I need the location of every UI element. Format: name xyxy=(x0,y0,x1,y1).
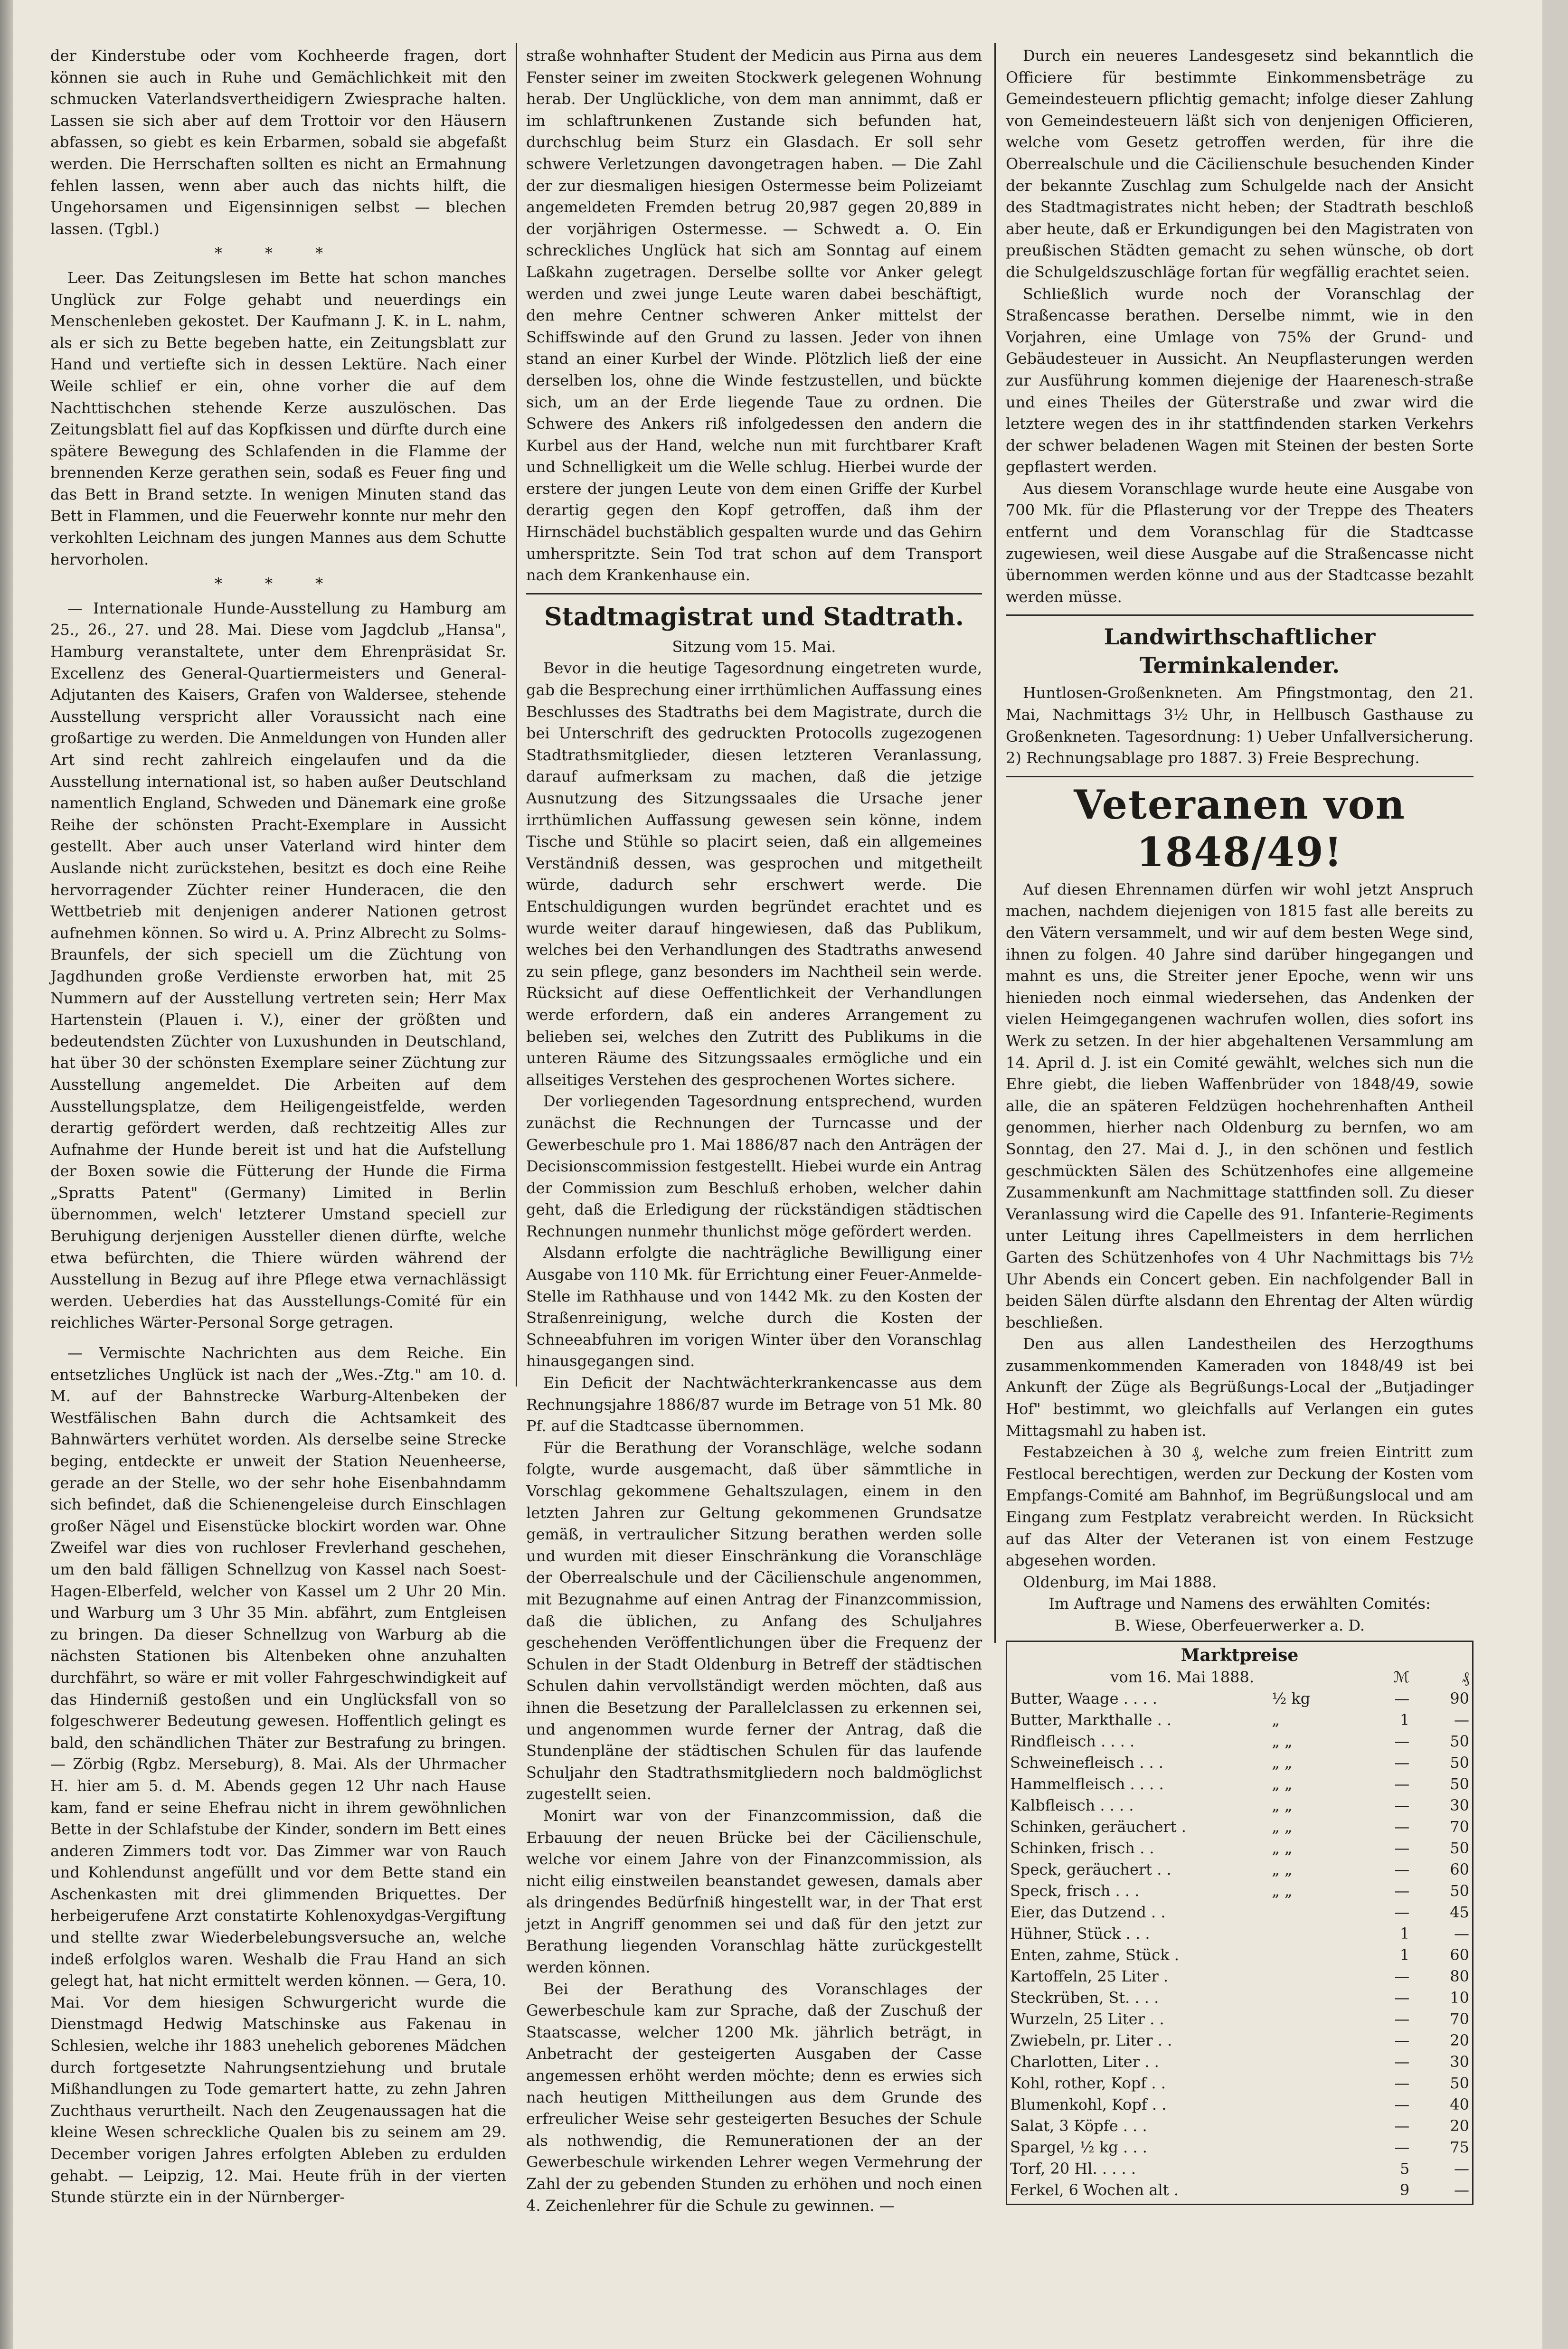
price-name: Wurzeln, 25 Liter . . xyxy=(1010,2009,1164,2028)
price-p: 30 xyxy=(1450,2052,1469,2071)
marktpreise-table xyxy=(1010,1667,1469,2201)
marktpreise-title: Marktpreise xyxy=(1181,1645,1299,1665)
price-unit: „ „ xyxy=(1272,1774,1293,1793)
price-p: 50 xyxy=(1450,1839,1469,1857)
price-unit: „ „ xyxy=(1272,1860,1293,1878)
price-row xyxy=(1010,1944,1469,1966)
price-name: Rindfleisch . . . . xyxy=(1010,1732,1135,1750)
paragraph: Den aus allen Landestheilen des Herzogthums zusammenkommenden Kameraden von 1848/49 ist bei Ankunft der Züge als Begrüßungs-Local der „Butjadinger Hof" bestimmt, wo gleichfalls auf Verlangen ein gutes Mittagsmahl zu haben ist. xyxy=(1006,1335,1474,1440)
price-m: — xyxy=(1394,1988,1410,2007)
column-1 xyxy=(50,45,506,2207)
price-m: — xyxy=(1394,1817,1410,1836)
price-name: Butter, Waage . . . . xyxy=(1010,1689,1157,1708)
price-m: — xyxy=(1394,1881,1410,1900)
price-p: 80 xyxy=(1450,1967,1469,1985)
price-unit xyxy=(1272,1902,1354,1923)
column-rule-2 xyxy=(994,43,996,1643)
price-name: Kohl, rother, Kopf . . xyxy=(1010,2074,1166,2092)
paragraph: Huntlosen-Großenkneten. Am Pfingstmontag, den 21. Mai, Nachmittags 3½ Uhr, in Hellbusch Gasthause zu Großenkneten. Tagesordnung: 1) Ueber Unfallversicherung. 2) Rechnungsablage pro 1887. 3) Freie Besprechung. xyxy=(1006,684,1474,767)
price-row xyxy=(1010,2115,1469,2137)
price-p: — xyxy=(1454,1924,1469,1943)
paragraph: Festabzeichen à 30 ₰, welche zum freien Eintritt zum Festlocal berechtigen, werden zur Deckung der Kosten vom Empfangs-Comité am Bahnhof, im Begrüßungslocal und am Eingang zum Festplatz verabreicht werden. In Rücksicht auf das Alter der Veteranen ist von einem Festzuge abgesehen worden. xyxy=(1006,1443,1474,1570)
price-p: 45 xyxy=(1450,1903,1469,1921)
price-row xyxy=(1010,2009,1469,2030)
price-row xyxy=(1010,1987,1469,2009)
price-row xyxy=(1010,1880,1469,1902)
place-date: Oldenburg, im Mai 1888. xyxy=(1023,1573,1217,1591)
price-row xyxy=(1010,1752,1469,1774)
price-m: 9 xyxy=(1399,2180,1410,2199)
price-m: — xyxy=(1394,1774,1410,1793)
section-heading-stadtmagistrat: Stadtmagistrat und Stadtrath. xyxy=(544,602,964,632)
price-m: — xyxy=(1394,2031,1410,2049)
column-2 xyxy=(526,45,982,2215)
section-subheading: Sitzung vom 15. Mai. xyxy=(672,637,836,656)
price-row xyxy=(1010,1923,1469,1944)
section-rule xyxy=(1006,614,1474,616)
price-p: — xyxy=(1454,2159,1469,2178)
price-m: 1 xyxy=(1399,1945,1410,1964)
signature-line: Im Auftrage und Namens des erwählten Comités: xyxy=(1048,1594,1431,1613)
paragraph: Auf diesen Ehrennamen dürfen wir wohl jetzt Anspruch machen, nachdem diejenigen von 1815 fast alle bereits zu den Vätern versammelt, und wir auf dem besten Wege sind, ihnen zu folgen. 40 Jahre sind darüber hingegangen und mahnt es uns, die Streiter jener Epoche, wenn wir uns hienieden noch einmal wiedersehen, das Andenken der vielen Heimgegangenen wachrufen wollen, dies sofort ins Werk zu setzen. In der hier abgehaltenen Versammlung am 14. April d. J. ist ein Comité gewählt, welches sich nun die Ehre giebt, die lieben Waffenbrüder von 1848/49, sowie alle, die an späteren Feldzügen hochehrenhaften Antheil genommen, hierher nach Oldenburg zu bernfen, wo am Sonntag, den 27. Mai d. J., in den schönen und festlich geschmückten Sälen des Schützenhofes eine allgemeine Zusammenkunft am Nachmittage stattfinden soll. Zu dieser Veranlassung wird die Capelle des 91. Infanterie-Regiments unter Leitung ihres Capellmeisters in dem herrlichen Garten des Schützenhofes von 4 Uhr Nachmittags bis 7½ Uhr Abends ein Concert geben. Ein nachfolgender Ball in beiden Sälen dürfte alsdann den Ehrentag der Alten würdig beschließen. xyxy=(1006,880,1474,1331)
price-unit xyxy=(1272,2009,1354,2030)
column-rule-1 xyxy=(516,43,517,1387)
price-name: Schinken, geräuchert . xyxy=(1010,1817,1186,1836)
paragraph: Der vorliegenden Tagesordnung entsprechend, wurden zunächst die Rechnungen der Turncasse und der Gewerbeschule pro 1. Mai 1886/87 nach den Anträgen der Decisionscommission festgestellt. Hiebei wurde ein Antrag der Commission zum Beschluß erhoben, welcher dahin geht, daß die Erledigung der rückständigen städtischen Rechnungen nunmehr thunlichst möge gefördert werden. xyxy=(526,1092,982,1240)
marktpreise-rows xyxy=(1010,1688,1469,2201)
signature-name: B. Wiese, Oberfeuerwerker a. D. xyxy=(1114,1616,1365,1634)
price-unit xyxy=(1272,2030,1354,2051)
price-name: Speck, geräuchert . . xyxy=(1010,1860,1171,1878)
paragraph: Alsdann erfolgte die nachträgliche Bewilligung einer Ausgabe von 110 Mk. für Errichtung einer Feuer-Anmelde-Stelle im Rathhause und von 1442 Mk. zu den Kosten der Straßenreinigung, welche durch die Kosten der Schneeabfuhren im vorigen Winter über den Voranschlag hinausgegangen sind. xyxy=(526,1244,982,1370)
price-m: — xyxy=(1394,1903,1410,1921)
price-p: — xyxy=(1454,2180,1469,2199)
price-m: — xyxy=(1394,1967,1410,1985)
marktpreise-header-row xyxy=(1010,1667,1469,1688)
price-unit xyxy=(1272,2158,1354,2179)
price-p: 70 xyxy=(1450,1817,1469,1836)
headline-veteranen: Veteranen von 1848/49! xyxy=(1074,781,1406,876)
section-rule xyxy=(526,593,982,594)
price-row xyxy=(1010,1774,1469,1795)
price-row xyxy=(1010,2094,1469,2115)
price-row xyxy=(1010,1731,1469,1752)
price-name: Salat, 3 Köpfe . . . xyxy=(1010,2116,1147,2135)
separator-asterisks: * * * xyxy=(214,575,342,593)
price-m: 1 xyxy=(1399,1710,1410,1729)
price-name: Schweinefleisch . . . xyxy=(1010,1753,1164,1772)
price-name: Enten, zahme, Stück . xyxy=(1010,1945,1179,1964)
newspaper-page xyxy=(13,0,1542,2349)
article-vermischte-nachrichten: — Vermischte Nachrichten aus dem Reiche. Ein entsetzliches Unglück ist nach der „Wes.-Ztg." am 10. d. M. auf der Bahnstrecke Warburg-Altenbeken der Westfälischen Bahn durch die Achtsamkeit des Bahnwärters verhütet worden. Als derselbe seine Strecke beging, entdeckte er unweit der Station Neuenheerse, gerade an der Stelle, wo der sehr hohe Eisenbahndamm sich befindet, daß die Schienengeleise durch Einschlagen großer Nägel und Eisenstücke blockirt worden war. Ohne Zweifel war dies von ruchloser Frevlerhand geschehen, um den bald fälligen Schnellzug von Kassel nach Soest-Hagen-Elberfeld, welcher von Kassel um 2 Uhr 20 Min. und Warburg um 3 Uhr 35 Min. abfährt, zum Entgleisen zu bringen. Da dieser Schnellzug von Warburg ab die nächsten Stationen bis Altenbeken ohne anzuhalten durchfährt, so wäre er mit voller Fahrgeschwindigkeit auf das Hinderniß gestoßen und ein Unglücksfall von so folgeschwerer Bedeutung gewesen. Hoffentlich gelingt es bald, den schändlichen Thäter zur Bestrafung zu bringen. — Zörbig (Rgbz. Merseburg), 8. Mai. Als der Uhrmacher H. hier am 5. d. M. Abends gegen 12 Uhr nach Hause kam, fand er seine Ehefrau nicht in ihrem gewöhnlichen Bette in der Schlafstube der Kinder, sondern im Bett eines anderen Zimmers todt vor. Das Zimmer war von Rauch und Kohlendunst angefüllt und vor dem Bette stand ein Aschenkasten mit drei glimmenden Briquettes. Der herbeigerufene Arzt constatirte Kohlenoxydgas-Vergiftung und stellte zwar Wiederbelebungsversuche an, welche indeß erfolglos waren. Weshalb die Frau Hand an sich gelegt hat, hat nicht ermittelt werden können. — Gera, 10. Mai. Vor dem hiesigen Schwurgericht wurde die Dienstmagd Hedwig Matschinske aus Fakenau in Schlesien, welche ihr 1883 unehelich geborenes Mädchen durch fortgesetzte Nahrungsentziehung und brutale Mißhandlungen zu Tode gemartert hatte, zu zehn Jahren Zuchthaus verurtheilt. Nach den Zeugenaussagen hat die kleine Wesen schreckliche Qualen bis zu seinem am 29. December vorigen Jahres erfolgten Ableben zu erdulden gehabt. — Leipzig, 12. Mai. Heute früh in der vierten Stunde stürzte ein in der Nürnberger- xyxy=(50,1344,506,2207)
price-p: 50 xyxy=(1450,1774,1469,1793)
price-unit: „ „ xyxy=(1272,1732,1293,1750)
price-row xyxy=(1010,1709,1469,1731)
pfennig-column-header: ₰ xyxy=(1462,1668,1469,1686)
price-p: 70 xyxy=(1450,2009,1469,2028)
price-p: 30 xyxy=(1450,1796,1469,1814)
marktpreise-box xyxy=(1006,1641,1474,2205)
paragraph: Bei der Berathung des Voranschlages der Gewerbeschule kam zur Sprache, daß der Zuschuß der Staatscasse, welcher 1200 Mk. jährlich beträgt, in Anbetracht der gesteigerten Ausgaben der Casse angemessen erhöht werden möchte; denn es erwies sich nach heutigen Mittheilungen aus dem Grunde des erfreulicher Weise sehr gesteigerten Besuches der Schule als nothwendig, die Remunerationen der an der Gewerbeschule wirkenden Lehrer wegen Vermehrung der Zahl der zu gebenden Stunden zu erhöhen und noch einen 4. Zeichenlehrer für die Schule zu gewinnen. — xyxy=(526,1980,982,2215)
price-unit xyxy=(1272,2137,1354,2158)
price-unit: ½ kg xyxy=(1272,1689,1311,1708)
mark-column-header: ℳ xyxy=(1393,1668,1410,1686)
price-name: Ferkel, 6 Wochen alt . xyxy=(1010,2180,1179,2199)
article-continuation: der Kinderstube oder vom Kochheerde fragen, dort können sie auch in Ruhe und Gemächlichkeit mit den schmucken Vaterlandsvertheidigern Zwiesprache halten. Lassen sie sich aber auf dem Trottoir vor den Häusern abfassen, so giebt es kein Erbarmen, sobald sie abgefaßt werden. Die Herrschaften sollten es nicht an Ermahnung fehlen lassen, wenn aber auch das nichts hilft, die Ungehorsamen und Eigensinnigen selbst — blechen lassen. (Tgbl.) xyxy=(50,47,506,238)
price-p: 20 xyxy=(1450,2116,1469,2135)
price-name: Steckrüben, St. . . . xyxy=(1010,1988,1159,2007)
price-p: 90 xyxy=(1450,1689,1469,1708)
price-m: — xyxy=(1394,2095,1410,2113)
price-row xyxy=(1010,1859,1469,1880)
price-m: — xyxy=(1394,1860,1410,1878)
price-row xyxy=(1010,1795,1469,1816)
separator-asterisks: * * * xyxy=(214,244,342,263)
price-name: Torf, 20 Hl. . . . . xyxy=(1010,2159,1136,2178)
price-unit xyxy=(1272,1987,1354,2009)
price-p: 40 xyxy=(1450,2095,1469,2113)
price-name: Kalbfleisch . . . . xyxy=(1010,1796,1134,1814)
article-leer: Leer. Das Zeitungslesen im Bette hat schon manches Unglück zur Folge gehabt und neuerdings ein Menschenleben gekostet. Der Kaufmann J. K. in L. nahm, als er sich zu Bette begeben hatte, ein Zeitungsblatt zur Hand und vertiefte sich in dessen Lektüre. Nach einer Weile schlief er ein, ohne vorher die auf dem Nachttischchen stehende Kerze auszulöschen. Das Zeitungsblatt fiel auf das Kopfkissen und dürfte durch eine spätere Bewegung des Schlafenden in die Flamme der brennenden Kerze gerathen sein, sodaß es Feuer fing und das Bett in Brand setzte. In wenigen Minuten stand das Bett in Flammen, und die Feuerwehr konnte nur mehr den verkohlten Leichnam des jungen Mannes aus dem Schutte hervorholen. xyxy=(50,268,506,568)
price-m: — xyxy=(1394,1732,1410,1750)
price-unit xyxy=(1272,2051,1354,2073)
price-unit xyxy=(1272,1923,1354,1944)
price-p: 50 xyxy=(1450,1881,1469,1900)
paragraph: Für die Berathung der Voranschläge, welche sodann folgte, wurde ausgemacht, daß über sämmtliche in Vorschlag gekommene Gehaltszulagen, einem in den letzten Jahren zur Geltung gekommenen Grundsatze gemäß, in vertraulicher Sitzung berathen werden solle und wurden mit dieser Einschränkung die Voranschläge der Oberrealschule und der Cäcilienschule angenommen, mit Bezugnahme auf einen Antrag der Finanzcommission, daß die üblichen, zu Anfang des Schuljahres geschehenden Veröffentlichungen über die Frequenz der Schulen in der Stadt Oldenburg in Betreff der städtischen Schulen dahin vervollständigt werden möchten, daß aus ihnen die Besetzung der Parallelclassen zu erkennen sei, und angenommen wurde ferner der Antrag, daß die Stundenpläne der städtischen Schulen für das laufende Schuljahr den Stadtrathsmitgliedern noch baldmöglichst zugestellt seien. xyxy=(526,1438,982,1803)
price-unit: „ „ xyxy=(1272,1753,1293,1772)
price-m: — xyxy=(1394,1753,1410,1772)
price-name: Eier, das Dutzend . . xyxy=(1010,1903,1166,1921)
price-p: 50 xyxy=(1450,1732,1469,1750)
column-3 xyxy=(1006,45,1474,2199)
price-unit: „ „ xyxy=(1272,1839,1293,1857)
price-unit: „ xyxy=(1272,1710,1280,1729)
price-m: — xyxy=(1394,1796,1410,1814)
price-name: Hühner, Stück . . . xyxy=(1010,1924,1150,1943)
price-name: Speck, frisch . . . xyxy=(1010,1881,1140,1900)
price-p: — xyxy=(1454,1710,1469,1729)
price-unit xyxy=(1272,2073,1354,2094)
price-unit xyxy=(1272,1966,1354,1987)
price-row xyxy=(1010,1838,1469,1859)
price-unit: „ „ xyxy=(1272,1881,1293,1900)
price-name: Hammelfleisch . . . . xyxy=(1010,1774,1164,1793)
price-unit xyxy=(1272,2179,1354,2201)
price-row xyxy=(1010,1966,1469,1987)
scan-left-edge xyxy=(0,0,13,2349)
price-row xyxy=(1010,2051,1469,2073)
price-unit xyxy=(1272,2094,1354,2115)
price-m: — xyxy=(1394,2052,1410,2071)
price-p: 10 xyxy=(1450,1988,1469,2007)
price-unit: „ „ xyxy=(1272,1817,1293,1836)
paragraph: Bevor in die heutige Tagesordnung eingetreten wurde, gab die Besprechung einer irrthümlichen Auffassung eines Beschlusses des Stadtraths bei dem Magistrate, durch die bei Unterschrift des gedruckten Protocolls zugezogenen Stadtrathsmitglieder, diesen letzteren Veranlassung, darauf aufmerksam zu machen, daß die jetzige Ausnutzung des Sitzungssaales die Ursache jener irrthümlichen Auffassung gewesen sein könne, indem Tische und Stühle so placirt seien, daß ein allgemeines Verständniß dessen, was gesprochen und mitgetheilt würde, dadurch sehr erschwert werde. Die Entschuldigungen wurden begründet erachtet und es wurde weiter darauf hingewiesen, daß das Publikum, welches bei den Verhandlungen des Stadtraths anwesend zu sein pflege, ganz besonders im Nachtheil sein werde. Rücksicht auf diese Oeffentlichkeit der Verhandlungen werde erfordern, daß ein anderes Arrangement zu belieben sei, welches den Zutritt des Publikums in die unteren Räume des Sitzungssaales ermögliche und ein allseitiges Verstehen des gesprochenen Wortes sichere. xyxy=(526,659,982,1089)
price-row xyxy=(1010,2179,1469,2201)
price-name: Spargel, ½ kg . . . xyxy=(1010,2138,1147,2156)
price-p: 60 xyxy=(1450,1860,1469,1878)
price-row xyxy=(1010,2030,1469,2051)
price-p: 60 xyxy=(1450,1945,1469,1964)
price-name: Blumenkohl, Kopf . . xyxy=(1010,2095,1167,2113)
price-unit xyxy=(1272,2115,1354,2137)
price-m: — xyxy=(1394,2074,1410,2092)
price-name: Zwiebeln, pr. Liter . . xyxy=(1010,2031,1172,2049)
price-m: — xyxy=(1394,1689,1410,1708)
price-name: Schinken, frisch . . xyxy=(1010,1839,1154,1857)
price-m: 1 xyxy=(1399,1924,1410,1943)
paragraph: Aus diesem Voranschlage wurde heute eine Ausgabe von 700 Mk. für die Pflasterung vor der Treppe des Theaters entfernt und dem Voranschlag für die Stadtcasse zugewiesen, weil diese Ausgabe auf die Straßencasse nicht übernommen werden könne und aus der Stadtcasse bezahlt werden müsse. xyxy=(1006,479,1474,606)
price-name: Butter, Markthalle . . xyxy=(1010,1710,1172,1729)
price-p: 50 xyxy=(1450,2074,1469,2092)
price-m: — xyxy=(1394,2138,1410,2156)
price-row xyxy=(1010,1902,1469,1923)
price-p: 20 xyxy=(1450,2031,1469,2049)
price-p: 75 xyxy=(1450,2138,1469,2156)
paragraph: Monirt war von der Finanzcommission, daß die Erbauung der neuen Brücke bei der Cäcilienschule, welche vor einem Jahre von der Finanzcommission, als nicht eilig einstweilen beanstandet gewesen, damals aber als dringendes Bedürfniß hingestellt war, in der That erst jetzt in Angriff genommen sei und daß für den jetzt zur Berathung liegenden Voranschlag hätte zurückgestellt werden können. xyxy=(526,1806,982,1977)
paragraph: Schließlich wurde noch der Voranschlag der Straßencasse berathen. Derselbe nimmt, wie in den Vorjahren, eine Umlage von 75% der Grund- und Gebäudesteuer in Aussicht. An Neupflasterungen werden zur Ausführung kommen diejenige der Haarenesch-straße und eines Theiles der Güterstraße und zwar wird die letztere wegen des in ihr stattfindenden starken Verkehrs der schwer beladenen Wagen mit Steinen der besten Sorte gepflastert werden. xyxy=(1006,284,1474,476)
paragraph: Ein Deficit der Nachtwächterkrankencasse aus dem Rechnungsjahre 1886/87 wurde im Betrage von 51 Mk. 80 Pf. auf die Stadtcasse übernommen. xyxy=(526,1374,982,1435)
price-m: — xyxy=(1394,2116,1410,2135)
price-row xyxy=(1010,1688,1469,1709)
price-m: — xyxy=(1394,1839,1410,1857)
price-m: — xyxy=(1394,2009,1410,2028)
price-name: Kartoffeln, 25 Liter . xyxy=(1010,1967,1169,1985)
price-unit xyxy=(1272,1944,1354,1966)
price-row xyxy=(1010,1816,1469,1838)
section-heading-terminkalender: Landwirthschaftlicher Terminkalender. xyxy=(1104,624,1376,679)
price-name: Charlotten, Liter . . xyxy=(1010,2052,1159,2071)
article-continuation: straße wohnhafter Student der Medicin aus Pirna aus dem Fenster seiner im zweiten Stockwerk gelegenen Wohnung herab. Der Unglückliche, von dem man annimmt, daß er im schlaftrunkenen Zustande sich befunden hat, durchschlug beim Sturz ein Glasdach. Er soll sehr schwere Verletzungen davongetragen haben. — Die Zahl der zur diesmaligen hiesigen Ostermesse beim Polizeiamt angemeldeten Fremden betrug 20,987 gegen 20,889 in der vorjährigen Ostermesse. — Schwedt a. O. Ein schreckliches Unglück hat sich am Sonntag auf einem Laßkahn zugetragen. Derselbe sollte vor Anker gelegt werden und zwei junge Leute waren dabei beschäftigt, den mehre Centner schweren Anker mittelst der Schiffswinde auf den Grund zu lassen. Jeder von ihnen stand an einer Kurbel der Winde. Plötzlich ließ der eine derselben los, ohne die Winde festzustellen, und bückte sich, um an der Erde liegende Taue zu ordnen. Die Schwere des Ankers riß infolgedessen den andern die Kurbel aus der Hand, welche nun mit furchtbarer Kraft und Schnelligkeit um die Welle schlug. Hierbei wurde der erstere der jungen Leute von dem einen Griffe der Kurbel derartig gegen den Kopf getroffen, daß ihm der Hirnschädel buchstäblich gespalten wurde und das Gehirn umherspritzte. Sein Tod trat schon auf dem Transport nach dem Krankenhause ein. xyxy=(526,47,982,585)
price-m: 5 xyxy=(1399,2159,1410,2178)
price-row xyxy=(1010,2158,1469,2179)
paragraph: Durch ein neueres Landesgesetz sind bekanntlich die Officiere für bestimmte Einkommensbeträge zu Gemeindesteuern pflichtig gemacht; infolge dieser Zahlung von Gemeindesteuern läßt sich von denjenigen Officieren, welche vom Gesetz getroffen werden, für ihre die Oberrealschule und die Cäcilienschule besuchenden Kinder der bekannte Zuschlag zum Schulgelde nach der Ansicht des Stadtmagistrates nicht heben; der Stadtrath beschloß aber heute, daß er Erkundigungen bei den Magistraten von preußischen Städten gemacht zu sehen wünsche, ob dort die Schulgeldszuschläge fortan für wegfällig erachtet seien. xyxy=(1006,47,1474,281)
price-row xyxy=(1010,2137,1469,2158)
section-rule xyxy=(1006,776,1474,777)
article-hunde-ausstellung: — Internationale Hunde-Ausstellung zu Hamburg am 25., 26., 27. und 28. Mai. Diese vom Jagdclub „Hansa", Hamburg veranstaltete, unter dem Ehrenpräsidat Sr. Excellenz des General-Quartiermeisters und General-Adjutanten des Kaisers, Grafen von Waldersee, stehende Ausstellung verspricht aller Voraussicht nach eine großartige zu werden. Die Anmeldungen von Hunden aller Art sind recht zahlreich eingelaufen und da die Ausstellung international ist, so haben außer Deutschland namentlich England, Schweden und Dänemark eine große Reihe der schönsten Pracht-Exemplare in Aussicht gestellt. Aber auch unser Vaterland wird hinter dem Auslande nicht zurückstehen, besitzt es doch eine Reihe hervorragender Züchter reiner Hunderacen, die den Wettbetrieb mit denjenigen anderer Nationen getrost aufnehmen können. So wird u. A. Prinz Albrecht zu Solms-Braunfels, der sich speciell um die Züchtung von Jagdhunden große Verdienste erworben hat, mit 25 Nummern auf der Ausstellung vertreten sein; Herr Max Hartenstein (Plauen i. V.), einer der größten und bedeutendsten Züchter von Luxushunden in Deutschland, hat über 30 der schönsten Exemplare seiner Züchtung zur Ausstellung angemeldet. Die Arbeiten auf dem Ausstellungsplatze, dem Heiligengeistfelde, werden derartig gefördert werden, daß rechtzeitig Alles zur Aufnahme der Hunde bereit ist und hat die Aufstellung der Boxen sowie die Fütterung der Hunde die Firma „Spratts Patent" (Germany) Limited in Berlin übernommen, welch' letzterer Umstand speciell zur Beruhigung derjenigen Aussteller dienen dürfte, welche etwa befürchten, die Thiere würden während der Ausstellung in Bezug auf ihre Pflege etwa vernachlässigt werden. Ueberdies hat das Ausstellungs-Comité für ein reichliches Wärter-Personal Sorge getragen. xyxy=(50,599,506,1332)
price-unit: „ „ xyxy=(1272,1796,1293,1814)
price-p: 50 xyxy=(1450,1753,1469,1772)
marktpreise-date: vom 16. Mai 1888. xyxy=(1110,1668,1255,1686)
price-row xyxy=(1010,2073,1469,2094)
